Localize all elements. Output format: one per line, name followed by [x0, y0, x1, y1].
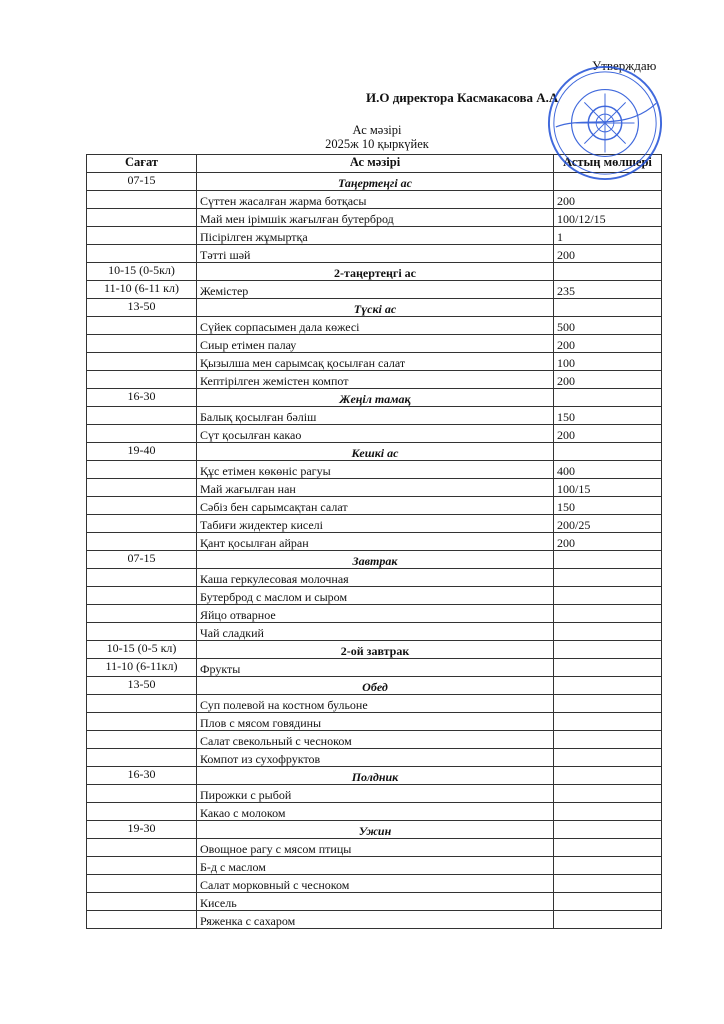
dish-cell: Қант қосылған айран — [197, 533, 554, 551]
time-cell: 11-10 (6-11 кл) — [87, 281, 197, 299]
dish-cell: Какао с молоком — [197, 803, 554, 821]
time-cell — [87, 713, 197, 731]
time-cell — [87, 587, 197, 605]
table-row — [87, 767, 662, 785]
time-cell — [87, 515, 197, 533]
time-cell — [87, 245, 197, 263]
amount-cell: 100/12/15 — [554, 209, 662, 227]
table-row — [87, 659, 662, 677]
meal-section-title: 2-таңертеңгі ас — [197, 263, 554, 281]
table-row — [87, 317, 662, 335]
amount-cell — [554, 785, 662, 803]
amount-cell — [554, 857, 662, 875]
time-cell — [87, 317, 197, 335]
table-row — [87, 893, 662, 911]
amount-cell — [554, 443, 662, 461]
dish-cell: Сүт қосылған какао — [197, 425, 554, 443]
table-row — [87, 479, 662, 497]
dish-cell: Овощное рагу с мясом птицы — [197, 839, 554, 857]
dish-cell: Тәтті шәй — [197, 245, 554, 263]
time-cell: 10-15 (0-5кл) — [87, 263, 197, 281]
time-cell: 19-40 — [87, 443, 197, 461]
amount-cell — [554, 767, 662, 785]
dish-cell: Сәбіз бен сарымсақтан салат — [197, 497, 554, 515]
table-row — [87, 515, 662, 533]
table-row — [87, 605, 662, 623]
time-cell — [87, 227, 197, 245]
amount-cell — [554, 569, 662, 587]
amount-cell: 200 — [554, 425, 662, 443]
table-row — [87, 335, 662, 353]
table-row — [87, 245, 662, 263]
dish-cell: Қызылша мен сарымсақ қосылған салат — [197, 353, 554, 371]
time-cell: 16-30 — [87, 767, 197, 785]
dish-cell: Құс етімен көкөніс рагуы — [197, 461, 554, 479]
dish-cell: Сиыр етімен палау — [197, 335, 554, 353]
table-row — [87, 677, 662, 695]
time-cell — [87, 191, 197, 209]
dish-cell: Кисель — [197, 893, 554, 911]
amount-cell — [554, 659, 662, 677]
dish-cell: Суп полевой на костном бульоне — [197, 695, 554, 713]
dish-cell: Фрукты — [197, 659, 554, 677]
meal-section-title: Таңертеңгі ас — [197, 173, 554, 191]
amount-cell: 200 — [554, 245, 662, 263]
table-row — [87, 425, 662, 443]
amount-cell — [554, 677, 662, 695]
table-row — [87, 407, 662, 425]
amount-cell — [554, 731, 662, 749]
table-row — [87, 587, 662, 605]
amount-cell: 200 — [554, 533, 662, 551]
header-time: Сағат — [87, 155, 197, 173]
time-cell — [87, 857, 197, 875]
meal-section-title: Кешкі ас — [197, 443, 554, 461]
table-row — [87, 299, 662, 317]
amount-cell — [554, 605, 662, 623]
table-row — [87, 191, 662, 209]
amount-cell — [554, 263, 662, 281]
amount-cell: 100 — [554, 353, 662, 371]
time-cell — [87, 839, 197, 857]
dish-cell: Пирожки с рыбой — [197, 785, 554, 803]
dish-cell: Салат свекольный с чесноком — [197, 731, 554, 749]
time-cell: 13-50 — [87, 677, 197, 695]
table-row — [87, 263, 662, 281]
time-cell — [87, 749, 197, 767]
amount-cell: 235 — [554, 281, 662, 299]
time-cell: 11-10 (6-11кл) — [87, 659, 197, 677]
dish-cell: Сүттен жасалған жарма ботқасы — [197, 191, 554, 209]
time-cell: 13-50 — [87, 299, 197, 317]
table-row — [87, 209, 662, 227]
amount-cell — [554, 389, 662, 407]
amount-cell — [554, 821, 662, 839]
amount-cell: 150 — [554, 407, 662, 425]
dish-cell: Ряженка с сахаром — [197, 911, 554, 929]
amount-cell — [554, 713, 662, 731]
time-cell — [87, 461, 197, 479]
dish-cell: Компот из сухофруктов — [197, 749, 554, 767]
amount-cell: 200/25 — [554, 515, 662, 533]
amount-cell — [554, 911, 662, 929]
time-cell: 16-30 — [87, 389, 197, 407]
time-cell — [87, 497, 197, 515]
dish-cell: Сүйек сорпасымен дала көжесі — [197, 317, 554, 335]
title: Ас мәзірі — [352, 123, 402, 137]
time-cell: 07-15 — [87, 173, 197, 191]
dish-cell: Кептірілген жемістен компот — [197, 371, 554, 389]
amount-cell: 400 — [554, 461, 662, 479]
dish-cell: Жемістер — [197, 281, 554, 299]
amount-cell — [554, 641, 662, 659]
amount-cell — [554, 695, 662, 713]
table-row — [87, 749, 662, 767]
amount-cell — [554, 893, 662, 911]
table-row — [87, 785, 662, 803]
amount-cell — [554, 551, 662, 569]
dish-cell: Салат морковный с чесноком — [197, 875, 554, 893]
time-cell — [87, 569, 197, 587]
table-row — [87, 911, 662, 929]
time-cell — [87, 425, 197, 443]
table-row — [87, 497, 662, 515]
meal-section-title: 2-ой завтрак — [197, 641, 554, 659]
meal-section-title: Полдник — [197, 767, 554, 785]
table-row — [87, 227, 662, 245]
table-row — [87, 821, 662, 839]
amount-cell: 500 — [554, 317, 662, 335]
amount-cell — [554, 299, 662, 317]
table-row — [87, 839, 662, 857]
meal-section-title: Завтрак — [197, 551, 554, 569]
date: 2025ж 10 қыркүйек — [325, 137, 429, 151]
menu-table — [86, 154, 662, 929]
dish-cell: Май жағылған нан — [197, 479, 554, 497]
table-row — [87, 569, 662, 587]
amount-cell: 200 — [554, 191, 662, 209]
time-cell: 19-30 — [87, 821, 197, 839]
time-cell — [87, 785, 197, 803]
dish-cell: Бутерброд с маслом и сыром — [197, 587, 554, 605]
dish-cell: Пісірілген жұмыртқа — [197, 227, 554, 245]
time-cell — [87, 623, 197, 641]
meal-section-title: Жеңіл тамақ — [197, 389, 554, 407]
amount-cell — [554, 839, 662, 857]
time-cell — [87, 371, 197, 389]
amount-cell — [554, 623, 662, 641]
dish-cell: Плов с мясом говядины — [197, 713, 554, 731]
time-cell — [87, 875, 197, 893]
amount-cell: 150 — [554, 497, 662, 515]
director-line: И.О директора Касмакасова А.А — [366, 90, 559, 105]
table-row — [87, 353, 662, 371]
meal-section-title: Ужин — [197, 821, 554, 839]
time-cell — [87, 335, 197, 353]
time-cell — [87, 407, 197, 425]
table-row — [87, 443, 662, 461]
table-row — [87, 281, 662, 299]
amount-cell: 200 — [554, 371, 662, 389]
table-row — [87, 731, 662, 749]
dish-cell: Б-д с маслом — [197, 857, 554, 875]
amount-cell — [554, 875, 662, 893]
table-row — [87, 713, 662, 731]
table-row — [87, 695, 662, 713]
dish-cell: Яйцо отварное — [197, 605, 554, 623]
dish-cell: Табиғи жидектер киселі — [197, 515, 554, 533]
time-cell — [87, 695, 197, 713]
table-row — [87, 461, 662, 479]
time-cell — [87, 911, 197, 929]
time-cell — [87, 209, 197, 227]
dish-cell: Чай сладкий — [197, 623, 554, 641]
amount-cell: 1 — [554, 227, 662, 245]
time-cell — [87, 353, 197, 371]
table-row — [87, 803, 662, 821]
dish-cell: Каша геркулесовая молочная — [197, 569, 554, 587]
amount-cell: 100/15 — [554, 479, 662, 497]
meal-section-title: Обед — [197, 677, 554, 695]
dish-cell: Балық қосылған бәліш — [197, 407, 554, 425]
header-menu: Ас мәзірі — [197, 155, 554, 173]
time-cell: 07-15 — [87, 551, 197, 569]
time-cell — [87, 605, 197, 623]
table-row — [87, 857, 662, 875]
table-row — [87, 389, 662, 407]
table-row — [87, 551, 662, 569]
amount-cell — [554, 803, 662, 821]
time-cell — [87, 479, 197, 497]
official-seal — [546, 64, 664, 182]
amount-cell: 200 — [554, 335, 662, 353]
header-amount: Астың мөлшері — [554, 155, 662, 173]
time-cell — [87, 893, 197, 911]
table-row — [87, 623, 662, 641]
time-cell — [87, 731, 197, 749]
amount-cell — [554, 749, 662, 767]
table-row — [87, 371, 662, 389]
amount-cell — [554, 587, 662, 605]
approve-label: Утверждаю — [592, 58, 657, 73]
table-row — [87, 641, 662, 659]
time-cell — [87, 533, 197, 551]
table-row — [87, 533, 662, 551]
time-cell: 10-15 (0-5 кл) — [87, 641, 197, 659]
table-row — [87, 875, 662, 893]
time-cell — [87, 803, 197, 821]
dish-cell: Май мен ірімшік жағылған бутерброд — [197, 209, 554, 227]
meal-section-title: Түскі ас — [197, 299, 554, 317]
